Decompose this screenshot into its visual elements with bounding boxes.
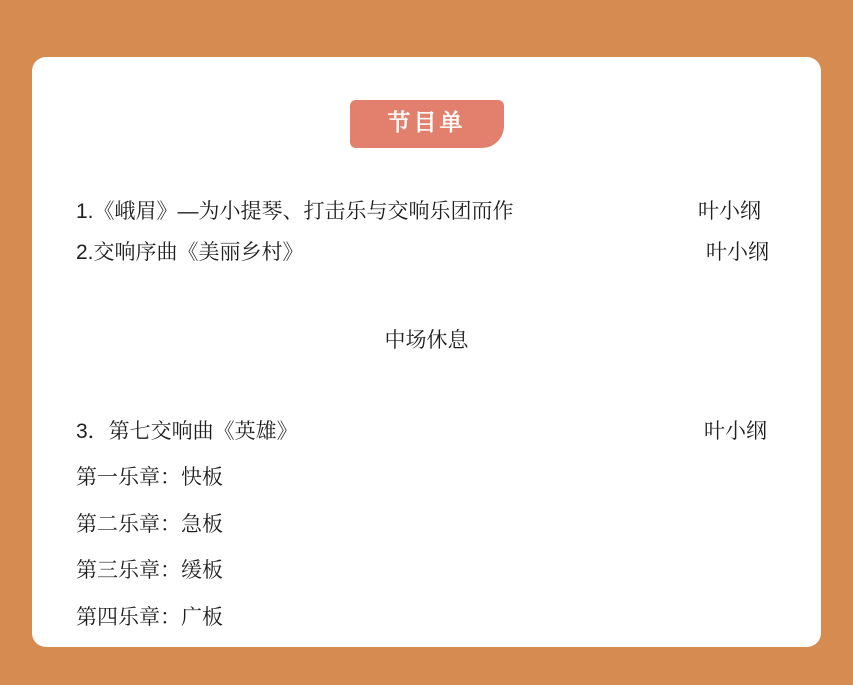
- program-item-piece: 2.交响序曲《美丽乡村》: [76, 240, 304, 264]
- program-item-composer: 叶小纲: [698, 200, 761, 223]
- program-item-piece: 1.《峨眉》—为小提琴、打击乐与交响乐团而作: [76, 200, 514, 223]
- program-item: [76, 237, 777, 270]
- program-item: [76, 416, 777, 449]
- program-item: [76, 196, 777, 229]
- movement-item: 第一乐章：快板: [76, 466, 223, 490]
- movement-item: 第三乐章：缓板: [76, 559, 223, 583]
- program-content: [32, 152, 821, 634]
- program-item-composer: 叶小纲: [704, 419, 767, 443]
- page-title: 节目单: [350, 100, 504, 148]
- program-item-composer: 叶小纲: [706, 240, 769, 264]
- program-card: [32, 57, 821, 647]
- movement-item: 第四乐章：广板: [76, 605, 223, 629]
- program-item-piece: 3．第七交响曲《英雄》: [76, 419, 298, 443]
- movement-item: 第二乐章：急板: [76, 512, 223, 536]
- intermission-label: 中场休息: [384, 329, 469, 353]
